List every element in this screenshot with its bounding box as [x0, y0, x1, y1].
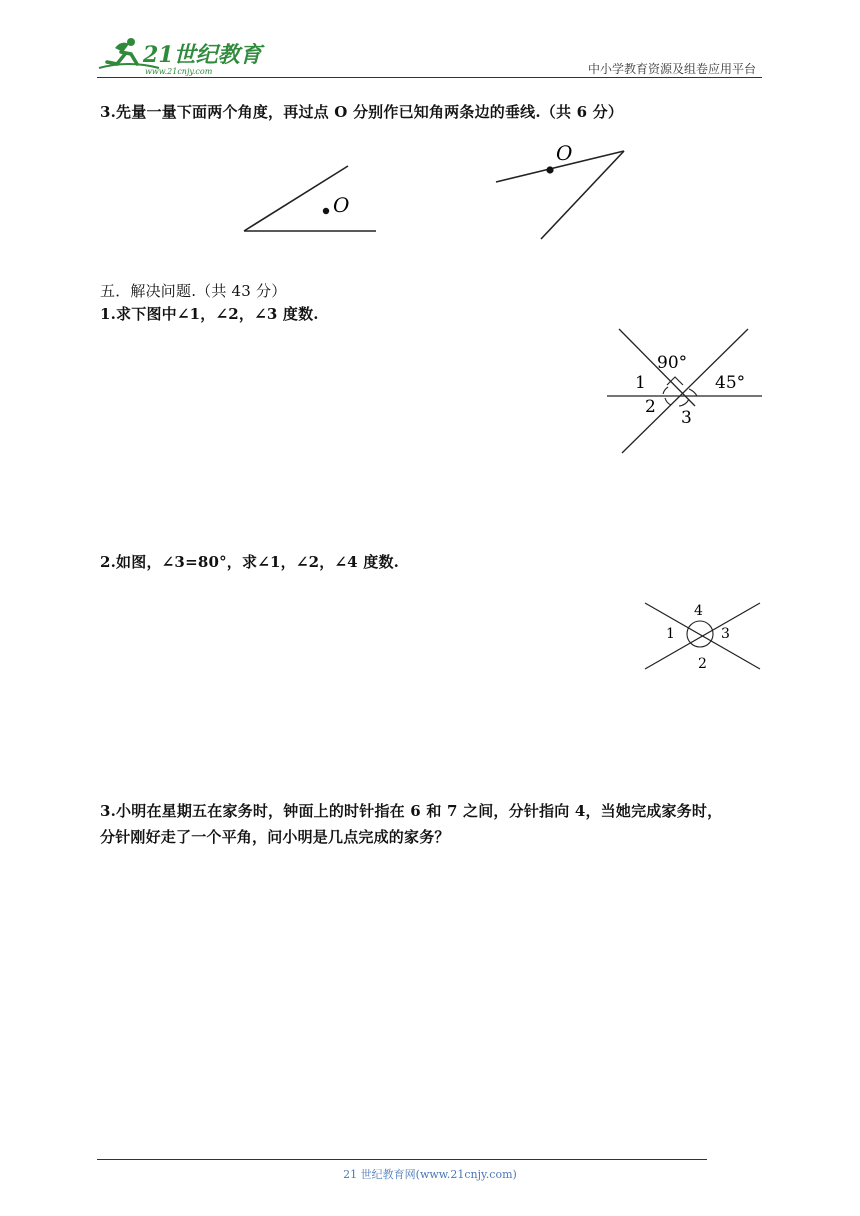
point-label-o-b: O — [556, 141, 573, 165]
question-5-1: 1.求下图中∠1，∠2，∠3 度数. — [100, 305, 319, 323]
footer-divider — [97, 1159, 707, 1160]
q1-angle-45-label: 45° — [715, 373, 746, 393]
q2-angle-2-label: 2 — [698, 656, 707, 672]
angle-figure-b — [496, 141, 624, 239]
logo-text: 21世纪教育 — [143, 42, 262, 68]
platform-title: 中小学教育资源及组卷应用平台 — [587, 62, 756, 76]
section-5-title-text: 五．解决问题.（共 43 分） — [100, 282, 287, 300]
footer-link[interactable]: 21 世纪教育网(www.21cnjy.com) — [343, 1168, 517, 1181]
runner-logo-icon — [95, 34, 265, 78]
q2-angle-3-label: 3 — [721, 626, 730, 642]
q2-figure — [642, 596, 764, 676]
question-5-2: 2.如图，∠3=80°，求∠1，∠2，∠4 度数. — [100, 553, 400, 571]
point-label-o-a: O — [333, 193, 350, 217]
logo — [95, 34, 265, 78]
logo-url: www.21cnjy.com — [145, 67, 213, 76]
q1-figure — [605, 326, 765, 456]
q2-angle-1-label: 1 — [666, 626, 675, 642]
angle-figures — [230, 140, 650, 250]
angle-figure-a — [244, 166, 376, 231]
q2-angle-4-label: 4 — [694, 603, 703, 619]
question-4-3: 3.先量一量下面两个角度，再过点 O 分别作已知角两条边的垂线.（共 6 分） — [100, 103, 624, 121]
point-o-b — [546, 166, 553, 173]
q1-angle-3-label: 3 — [681, 408, 692, 428]
q1-angle-1-label: 1 — [635, 373, 646, 393]
point-o-a — [323, 208, 329, 214]
q1-angle-2-label: 2 — [645, 397, 656, 417]
question-5-3-line-2: 分针刚好走了一个平角，问小明是几点完成的家务？ — [100, 828, 450, 846]
section-5-title — [100, 280, 286, 301]
question-5-3-line-1: 3.小明在星期五在家务时，钟面上的时针指在 6 和 7 之间，分针指向 4，当她完成家务时， — [100, 802, 723, 820]
header-divider — [97, 77, 762, 78]
q1-angle-90-label: 90° — [657, 353, 688, 373]
